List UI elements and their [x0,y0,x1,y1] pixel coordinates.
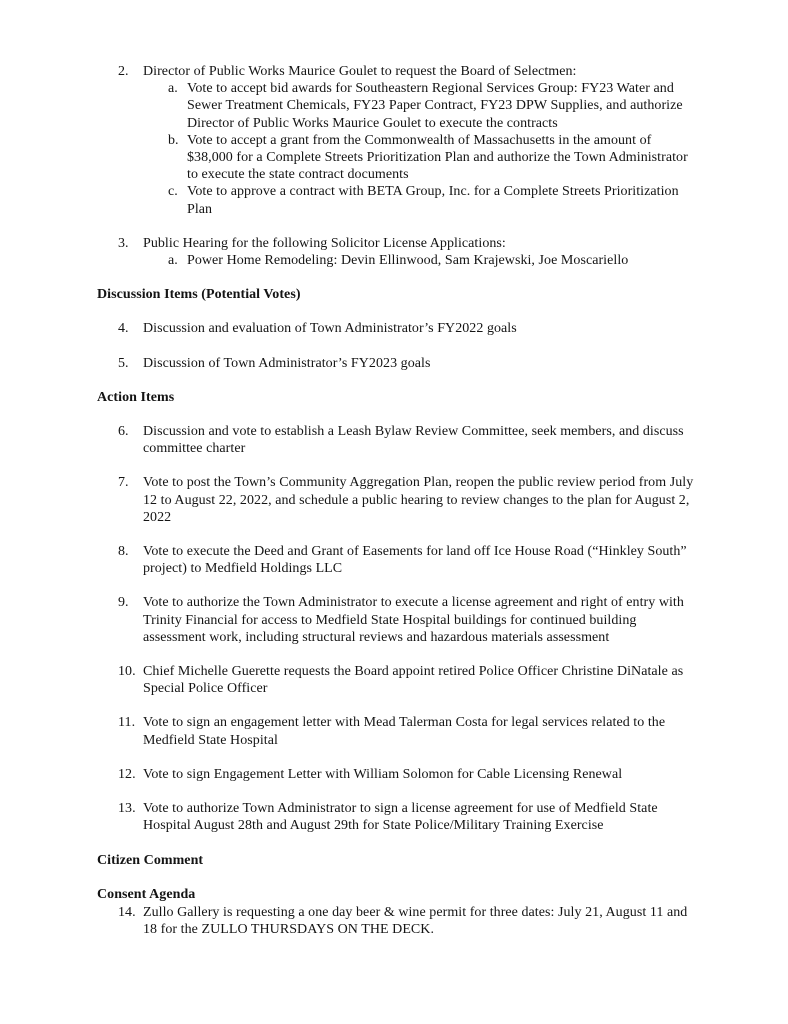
agenda-item-line [118,800,697,834]
agenda-item-text: Zullo Gallery is requesting a one day beer & wine permit for three dates: July 21, August 11 and 18 for the ZULLO THURSDAYS ON THE DECK. [143,904,688,938]
agenda-item [97,355,697,372]
agenda-subitem-text: Vote to accept bid awards for Southeastern Regional Services Group: FY23 Water and Sewer Treatment Chemicals, FY23 Paper Contract, FY23 DPW Supplies, and authorize Director of Public Works Maurice Goulet to execute the contracts [187,81,683,131]
agenda-item [97,594,697,646]
agenda-item-number: 6. [118,424,129,440]
agenda-item-number: 11. [118,715,136,731]
agenda-item [97,235,697,269]
agenda-subitem [168,132,697,184]
agenda-subitem-letter: b. [168,132,179,148]
agenda-item [97,320,697,337]
agenda-item-line [118,235,697,252]
agenda-item [97,474,697,526]
agenda-item [97,714,697,748]
agenda-item-text: Discussion and vote to establish a Leash Bylaw Review Committee, seek members, and discuss committee charter [143,424,684,457]
agenda-item-number: 5. [118,355,129,371]
agenda-item-line [118,543,697,577]
agenda-item-number: 14. [118,904,136,920]
agenda-item-number: 13. [118,801,136,817]
section-heading: Discussion Items (Potential Votes) [97,287,301,303]
agenda-item-line [118,423,697,457]
section-heading: Consent Agenda [97,886,196,902]
agenda-item-text: Vote to authorize the Town Administrator to execute a license agreement and right of entry with Trinity Financial for access to Medfield State Hospital buildings for continued building assessment work, including structural reviews and hazardous materials assessment [143,595,684,645]
agenda-item-line [118,594,697,646]
agenda-item-text: Discussion and evaluation of Town Administrator’s FY2022 goals [143,321,517,337]
agenda-item-number: 9. [118,595,129,611]
agenda-item-text: Vote to sign Engagement Letter with William Solomon for Cable Licensing Renewal [143,766,623,782]
agenda-item-text: Vote to execute the Deed and Grant of Easements for land off Ice House Road (“Hinkley South” project) to Medfield Holdings LLC [143,544,687,577]
agenda-subitem [168,183,697,217]
agenda-item-text: Vote to post the Town’s Community Aggregation Plan, reopen the public review period from July 12 to August 22, 2022, and schedule a public hearing to review changes to the plan for August 2, 2022 [143,475,694,525]
agenda-item-number: 8. [118,544,129,560]
agenda-item-number: 2. [118,64,129,79]
agenda-subitem-text: Vote to accept a grant from the Commonwealth of Massachusetts in the amount of $38,000 for a Complete Streets Prioritization Plan and authorize the Town Administrator to execute the state contract documents [187,132,688,183]
agenda-item [97,904,697,938]
agenda-item-number: 3. [118,235,129,251]
agenda-subitem-letter: a. [168,81,178,97]
agenda-subitem-text: Vote to approve a contract with BETA Group, Inc. for a Complete Streets Prioritization Plan [187,184,679,217]
agenda-item-number: 7. [118,475,129,491]
agenda-subitem [168,80,697,132]
agenda-item-text: Director of Public Works Maurice Goulet to request the Board of Selectmen: [143,64,577,79]
agenda-item-line [118,766,697,783]
agenda-item-number: 12. [118,766,136,782]
agenda-item-line [118,714,697,748]
agenda-subitem-text: Power Home Remodeling: Devin Ellinwood, Sam Krajewski, Joe Moscariello [187,253,629,269]
agenda-item [97,800,697,834]
agenda-item [97,663,697,697]
agenda-item-text: Chief Michelle Guerette requests the Board appoint retired Police Officer Christine DiNatale as Special Police Officer [143,664,684,697]
agenda-item [97,63,697,218]
agenda-item-line [118,355,697,372]
agenda-item-line [118,63,697,80]
agenda-item-text: Vote to authorize Town Administrator to sign a license agreement for use of Medfield State Hospital August 28th and August 29th for State Police/Military Training Exercise [143,801,658,834]
agenda-item-text: Public Hearing for the following Solicitor License Applications: [143,235,506,251]
agenda-item [97,423,697,457]
agenda-item-line [118,320,697,337]
agenda-item-number: 10. [118,664,136,680]
agenda-item [97,766,697,783]
agenda-item [97,543,697,577]
section-heading: Citizen Comment [97,852,204,868]
agenda-item-number: 4. [118,321,129,337]
agenda-subitem [168,252,697,269]
agenda-item-line [118,904,697,938]
agenda-item-text: Discussion of Town Administrator’s FY2023 goals [143,355,431,371]
agenda-item-text: Vote to sign an engagement letter with Mead Talerman Costa for legal services related to the Medfield State Hospital [143,715,666,748]
agenda-subitem-letter: c. [168,184,178,200]
agenda-item-line [118,663,697,697]
agenda-subitem-letter: a. [168,253,178,269]
section-heading: Action Items [97,389,175,405]
agenda-item-line [118,474,697,526]
